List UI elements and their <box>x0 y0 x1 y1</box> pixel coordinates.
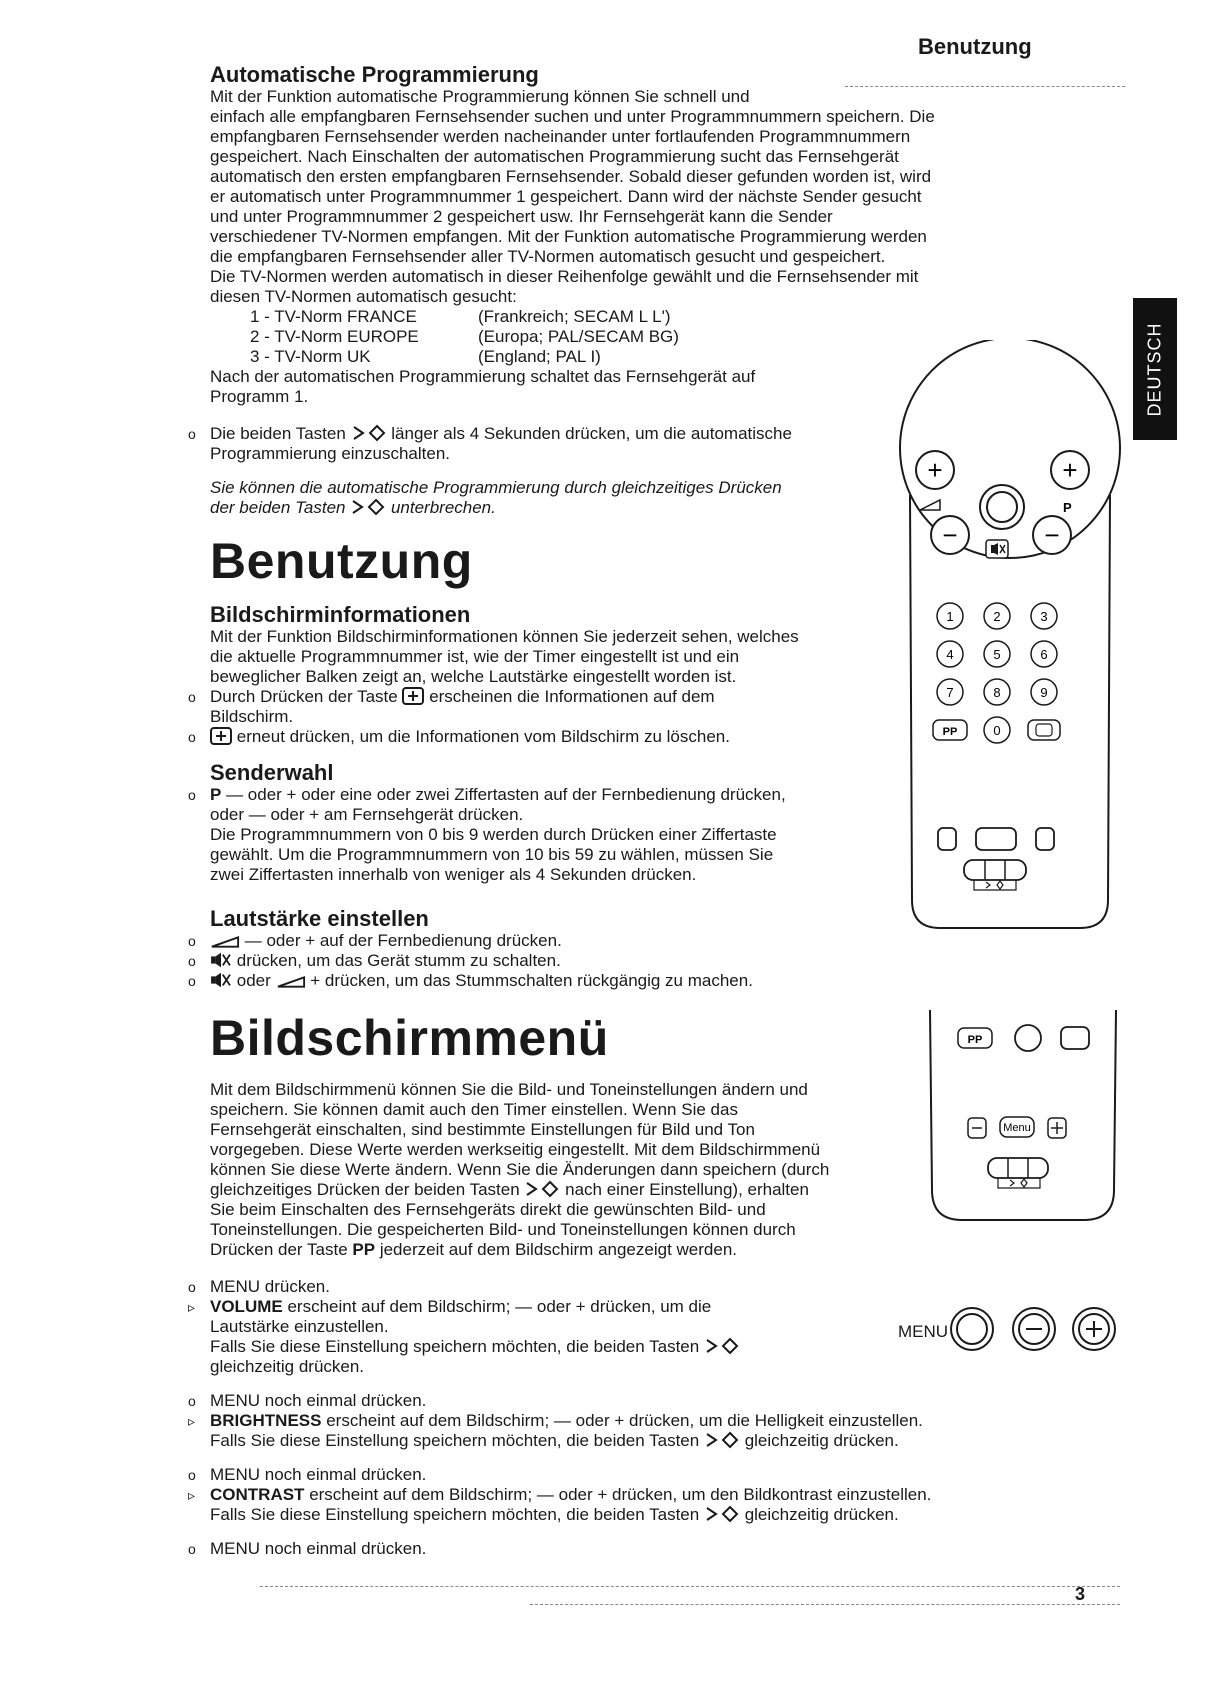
text-line: einfach alle empfangbaren Fernsehsender suchen und unter Programmnummern speichern. Die <box>210 107 935 126</box>
menu-round-button[interactable] <box>951 1308 993 1350</box>
text-line: Sie beim Einschalten des Fernsehgeräts direkt die gewünschten Bild- und <box>210 1200 766 1219</box>
digit-5-button[interactable] <box>984 641 1010 667</box>
info-button[interactable] <box>1028 720 1060 740</box>
digit-4-button[interactable] <box>937 641 963 667</box>
text-line: beweglicher Balken zeigt an, welche Lautstärke eingestellt worden ist. <box>210 667 737 686</box>
program-plus-right-button[interactable] <box>1051 451 1089 489</box>
text-line: gleichzeitiges Drücken der beiden Tasten nach einer Einstellung), erhalten <box>210 1180 809 1199</box>
remote-control-illustration <box>880 340 1140 940</box>
text-line: er automatisch unter Programmnummer 1 gespeichert. Dann wird der nächste Sender gesucht <box>210 187 922 206</box>
step-item: o MENU noch einmal drücken. <box>188 1539 427 1558</box>
square-button[interactable] <box>1061 1027 1089 1049</box>
text-line: die empfangbaren Fernsehsender aller TV-Normen automatisch gesucht und gespeichert. <box>210 247 886 266</box>
step-item: ▹ BRIGHTNESS erscheint auf dem Bildschirm; — oder + drücken, um die Helligkeit einzustellen. Falls Sie diese Einstellung speichern möchten, die beiden Tasten gleichzeitig drücken. <box>188 1411 923 1450</box>
sender-heading: Senderwahl <box>210 760 334 785</box>
auto-prog-note: Sie können die automatische Programmierung durch gleichzeitiges Drücken der beiden Tasten unterbrechen. <box>210 478 782 517</box>
norm-row: 3 - TV-Norm UK (England; PAL I) <box>250 347 601 366</box>
volume-icon <box>210 935 240 949</box>
round-button[interactable] <box>1015 1025 1041 1051</box>
digit-6-button[interactable] <box>1031 641 1057 667</box>
text-line: Die TV-Normen werden automatisch in dieser Reihenfolge gewählt und die Fernsehsender mit <box>210 267 919 286</box>
info-bullet: o Durch Drücken der Taste erscheinen die Informationen auf dem Bildschirm. <box>188 687 715 726</box>
footer-rule <box>530 1604 1120 1605</box>
cursor-rocker[interactable] <box>964 860 1026 890</box>
language-tab: DEUTSCH <box>1133 298 1177 440</box>
info-key-icon <box>210 727 232 745</box>
digit-3-button[interactable] <box>1031 603 1057 629</box>
text-line: empfangbaren Fernsehsender werden nacheinander unter fortlaufenden Programmnummern <box>210 127 911 146</box>
cursor-arrows-icon <box>704 1337 740 1355</box>
norm-row: 1 - TV-Norm FRANCE (Frankreich; SECAM L L') <box>250 307 671 326</box>
program-label: P <box>1063 500 1072 515</box>
text-line: Toneinstellungen. Die gespeicherten Bild- und Toneinstellungen können durch <box>210 1220 796 1239</box>
step-item: o MENU noch einmal drücken. <box>188 1465 427 1484</box>
norm-row: 2 - TV-Norm EUROPE (Europa; PAL/SECAM BG) <box>250 327 679 346</box>
digit-2-button[interactable] <box>984 603 1010 629</box>
info-heading: Bildschirminformationen <box>210 602 471 627</box>
svg-text:8: 8 <box>993 685 1001 700</box>
running-header: Benutzung <box>918 34 1032 59</box>
sender-bullet: o P — oder + oder eine oder zwei Ziffertasten auf der Fernbedienung drücken, oder — oder + am Fernsehgerät drücken. Die Programmnummern von 0 bis 9 werden durch Drücken einer Ziffertaste gewählt. Um die Programmnummern von 10 bis 59 zu wählen, müssen Sie zwei Ziffertasten innerhalb von weniger als 4 Sekunden drücken. <box>188 785 786 884</box>
cursor-arrows-icon <box>350 498 386 516</box>
mute-button[interactable] <box>986 540 1008 558</box>
menu-minus-button[interactable] <box>968 1118 986 1138</box>
mute-icon <box>210 951 232 969</box>
step-item: o MENU drücken. <box>188 1277 330 1296</box>
mute-icon <box>210 971 232 989</box>
svg-text:PP: PP <box>967 1034 983 1046</box>
step-item: ▹ VOLUME erscheint auf dem Bildschirm; — oder + drücken, um die Lautstärke einzustellen. Falls Sie diese Einstellung speichern möchten, die beiden Tasten gleichzeitig drücken. <box>188 1297 1068 1377</box>
text-line: die aktuelle Programmnummer ist, wie der Timer eingestellt ist und ein <box>210 647 740 666</box>
text-line: Drücken der Taste PP jederzeit auf dem Bildschirm angezeigt werden. <box>210 1240 737 1259</box>
text-line: Fernsehgerät einschalten, sind bestimmte Einstellungen für Bild und Ton <box>210 1120 755 1139</box>
step-item: ▹ CONTRAST erscheint auf dem Bildschirm; — oder + drücken, um den Bildkontrast einzustellen. Falls Sie diese Einstellung speichern möchten, die beiden Tasten gleichzeitig drücken. <box>188 1485 932 1524</box>
svg-text:7: 7 <box>946 685 954 700</box>
digit-9-button[interactable] <box>1031 679 1057 705</box>
footer-rule <box>260 1586 1120 1587</box>
program-minus-button[interactable] <box>1033 516 1071 554</box>
cursor-rocker[interactable] <box>988 1158 1048 1188</box>
svg-text:Menu: Menu <box>1003 1122 1031 1134</box>
text-line: Mit der Funktion Bildschirminformationen können Sie jederzeit sehen, welches <box>210 627 799 646</box>
benutzung-section <box>188 603 888 991</box>
function-button[interactable] <box>938 828 956 850</box>
text-line: Mit der Funktion automatische Programmierung können Sie schnell und <box>210 87 750 106</box>
text-line: Mit dem Bildschirmmenü können Sie die Bild- und Toneinstellungen ändern und <box>210 1080 808 1099</box>
remote-body-outline <box>910 495 1110 928</box>
menu-key-button[interactable] <box>1000 1117 1034 1137</box>
svg-text:+: + <box>927 455 943 485</box>
menu-steps <box>188 1277 1068 1559</box>
text-line: können Sie diese Werte ändern. Wenn Sie die Änderungen dann speichern (durch <box>210 1160 830 1179</box>
text-line: verschiedener TV-Normen empfangen. Mit der Funktion automatische Programmierung werden <box>210 227 927 246</box>
remote-menu-illustration <box>928 1010 1128 1230</box>
svg-text:6: 6 <box>1040 647 1048 662</box>
svg-text:+: + <box>1062 455 1078 485</box>
volume-bullet: o oder + drücken, um das Stummschalten rückgängig zu machen. <box>188 971 753 990</box>
auto-prog-heading: Automatische Programmierung <box>210 62 539 87</box>
menu-minus-round-button[interactable] <box>1013 1308 1055 1350</box>
info-bullet: o erneut drücken, um die Informationen vom Bildschirm zu löschen. <box>188 727 730 746</box>
volume-heading: Lautstärke einstellen <box>210 906 429 931</box>
digit-1-button[interactable] <box>937 603 963 629</box>
volume-bullet: o — oder + auf der Fernbedienung drücken. <box>188 931 562 950</box>
volume-icon <box>920 500 940 510</box>
menu-key-label: MENU <box>898 1322 949 1341</box>
cursor-arrows-icon <box>351 424 387 442</box>
svg-text:5: 5 <box>993 647 1001 662</box>
menu-plus-button[interactable] <box>1048 1118 1066 1138</box>
menu-intro <box>210 1080 930 1260</box>
text-line: Nach der automatischen Programmierung schaltet das Fernsehgerät auf <box>210 367 756 386</box>
menu-key-row <box>950 1302 1120 1356</box>
text-line: automatisch den ersten empfangbaren Fernsehsender. Sobald dieser gefunden worden ist, wird <box>210 167 932 186</box>
info-key-icon <box>402 687 424 705</box>
digit-0-button[interactable] <box>984 717 1010 743</box>
pp-button[interactable] <box>933 720 967 740</box>
svg-text:2: 2 <box>993 609 1001 624</box>
svg-text:−: − <box>1044 520 1060 550</box>
function-button[interactable] <box>1036 828 1054 850</box>
page-number: 3 <box>1075 1584 1086 1604</box>
digit-8-button[interactable] <box>984 679 1010 705</box>
svg-text:1: 1 <box>946 609 954 624</box>
text-line: gespeichert. Nach Einschalten der automatischen Programmierung sucht das Fernsehgerät <box>210 147 899 166</box>
svg-text:3: 3 <box>1040 609 1048 624</box>
text-line: diesen TV-Normen automatisch gesucht: <box>210 287 517 306</box>
cursor-arrows-icon <box>524 1180 560 1198</box>
cursor-arrows-icon <box>704 1431 740 1449</box>
svg-text:0: 0 <box>993 723 1001 738</box>
menu-title: Bildschirmmenü <box>210 1010 609 1066</box>
auto-prog-bullet: o Die beiden Tasten länger als 4 Sekunden drücken, um die automatische Programmierung einzuschalten. Sie können die automatische Programmierung durch gleichzeitiges Drücken der beiden Tasten unterbrechen. <box>188 424 888 518</box>
center-ok-button[interactable] <box>980 485 1024 529</box>
digit-7-button[interactable] <box>937 679 963 705</box>
volume-icon <box>276 975 306 989</box>
volume-bullet: o drücken, um das Gerät stumm zu schalten. <box>188 951 561 970</box>
menu-plus-round-button[interactable] <box>1073 1308 1115 1350</box>
pp-button[interactable] <box>958 1028 992 1048</box>
cursor-arrows-icon <box>704 1505 740 1523</box>
text-line: und unter Programmnummer 2 gespeichert usw. Ihr Fernsehgerät kann die Sender <box>210 207 833 226</box>
text-line: speichern. Sie können damit auch den Timer einstellen. Wenn Sie das <box>210 1100 738 1119</box>
volume-minus-button[interactable] <box>931 516 969 554</box>
menu-button[interactable] <box>976 828 1016 850</box>
text-line: Programm 1. <box>210 387 309 406</box>
program-plus-left-button[interactable] <box>916 451 954 489</box>
text-line: vorgegeben. Diese Werte werden werkseitig eingestellt. Mit dem Bildschirmmenü <box>210 1140 821 1159</box>
benutzung-title: Benutzung <box>210 533 473 589</box>
svg-text:9: 9 <box>1040 685 1048 700</box>
svg-text:−: − <box>942 520 958 550</box>
svg-text:PP: PP <box>942 726 958 738</box>
step-item: o MENU noch einmal drücken. <box>188 1391 427 1410</box>
svg-text:4: 4 <box>946 647 954 662</box>
